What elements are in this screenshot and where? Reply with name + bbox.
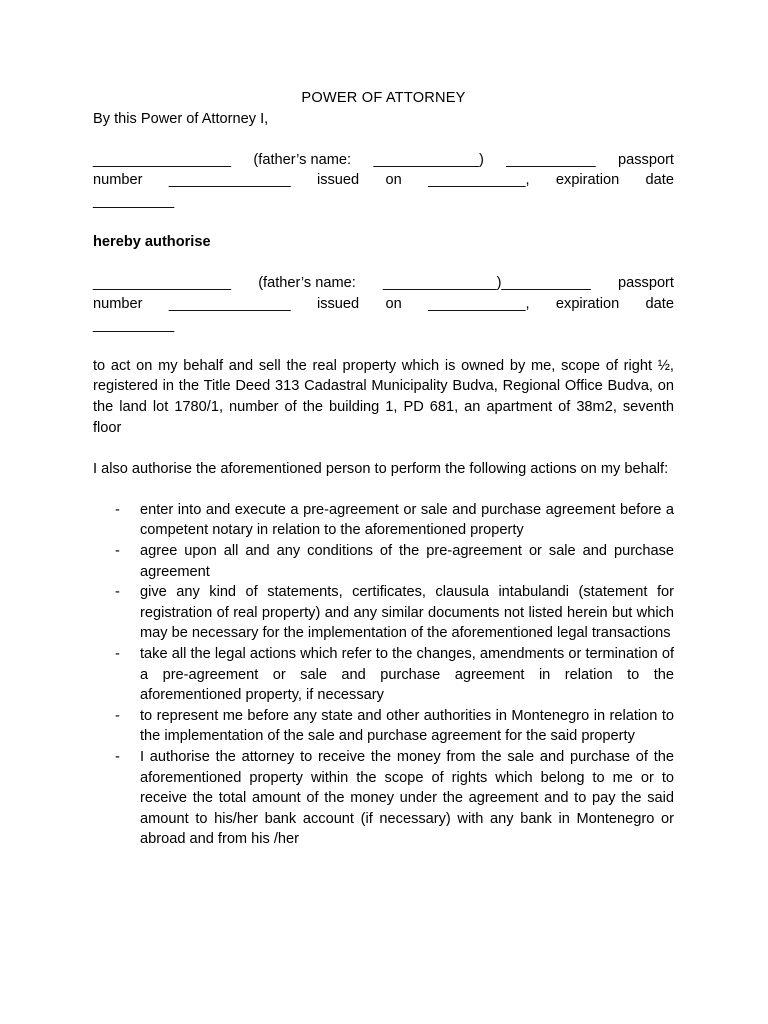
bullet-dash: - (115, 749, 120, 765)
bullet-dash: - (115, 646, 120, 663)
bullet-dash: - (115, 501, 120, 518)
action-text: take all the legal actions which refer to the changes, amendments or termination of a pre-agreement or sale and purchase agreement in relation to the aforementioned property, if necessary (140, 646, 674, 704)
spacer (93, 438, 674, 459)
spacer (93, 479, 674, 500)
principal-passport-label: passport (618, 151, 674, 168)
attorney-line-2 (93, 294, 674, 315)
principal-passport-blank: ___________ (506, 151, 596, 168)
attorney-number-label: number (93, 295, 143, 312)
principal-number-label: number (93, 172, 143, 189)
action-text: to represent me before any state and other authorities in Montenegro in relation to the implementation of the sale and purchase agreement for the said property (140, 707, 674, 745)
principal-issued-label: issued (316, 172, 360, 189)
attorney-passport-label: passport (618, 275, 674, 292)
list-item (93, 541, 674, 582)
scope-paragraph: to act on my behalf and sell the real property which is owned by me, scope of right ½, registered in the Title Deed 313 Cadastral Municipality Budva, Regional Office Budva, on the land lot 1780/1, number of the building 1, PD 681, an apartment of 38m2, seventh floor (93, 357, 674, 436)
list-item (93, 747, 674, 850)
attorney-father-blank: ______________)___________ (383, 275, 591, 292)
document-title: POWER OF ATTORNEY (301, 90, 466, 106)
attorney-block (93, 273, 674, 335)
attorney-expiration-label: expiration (555, 295, 620, 312)
attorney-father-label: (father’s name: (258, 275, 356, 292)
principal-expiration-label: expiration (555, 172, 620, 189)
principal-line-1 (93, 150, 674, 171)
spacer (93, 129, 674, 150)
list-item (93, 644, 674, 706)
principal-block (93, 150, 674, 212)
spacer (93, 253, 674, 274)
action-text: give any kind of statements, certificates, clausula intabulandi (statement for registration of real property) and any similar documents not listed herein but which may be necessary for the implementation of the aforementioned legal transactions (140, 584, 674, 642)
attorney-name-blank: _________________ (93, 275, 231, 292)
principal-date-label: date (645, 172, 674, 189)
principal-father-blank: _____________) (373, 151, 484, 168)
list-item (93, 706, 674, 747)
actions-list (93, 500, 674, 850)
principal-number-blank: _______________ (168, 172, 291, 189)
attorney-issued-blank: ____________, (428, 295, 530, 312)
principal-father-label: (father’s name: (253, 151, 352, 168)
action-text: agree upon all and any conditions of the pre-agreement or sale and purchase agreement (140, 543, 674, 580)
list-item (93, 500, 674, 541)
attorney-on-label: on (385, 295, 402, 312)
bullet-dash: - (115, 543, 120, 560)
attorney-line-3: __________ (93, 316, 175, 333)
list-item (93, 582, 674, 644)
action-text: enter into and execute a pre-agreement or sale and purchase agreement before a competent notary in relation to the aforementioned property (140, 501, 674, 539)
spacer (93, 335, 674, 356)
document-page (93, 88, 674, 850)
action-text: I authorise the attorney to receive the money from the sale and purchase of the aforementioned property within the scope of rights which belong to me or to receive the total amount of the money under the agreement and to pay the said amount to his/her bank account (if necessary) with any bank in Montenegro or abroad and from his /her (140, 749, 674, 848)
principal-line-3: __________ (93, 192, 175, 209)
attorney-date-label: date (645, 295, 674, 312)
principal-on-label: on (385, 172, 402, 189)
spacer (93, 212, 674, 233)
opening-line: By this Power of Attorney I, (93, 110, 269, 127)
principal-name-blank: _________________ (93, 151, 231, 168)
attorney-number-blank: _______________ (168, 295, 291, 312)
actions-intro: I also authorise the aforementioned person to perform the following actions on my behalf: (93, 460, 669, 477)
principal-line-2 (93, 170, 674, 191)
attorney-line-1 (93, 273, 674, 294)
principal-issued-blank: ____________, (428, 172, 530, 189)
attorney-issued-label: issued (316, 295, 360, 312)
bullet-dash: - (115, 584, 120, 601)
authorise-heading: hereby authorise (93, 234, 211, 251)
bullet-dash: - (115, 707, 120, 724)
